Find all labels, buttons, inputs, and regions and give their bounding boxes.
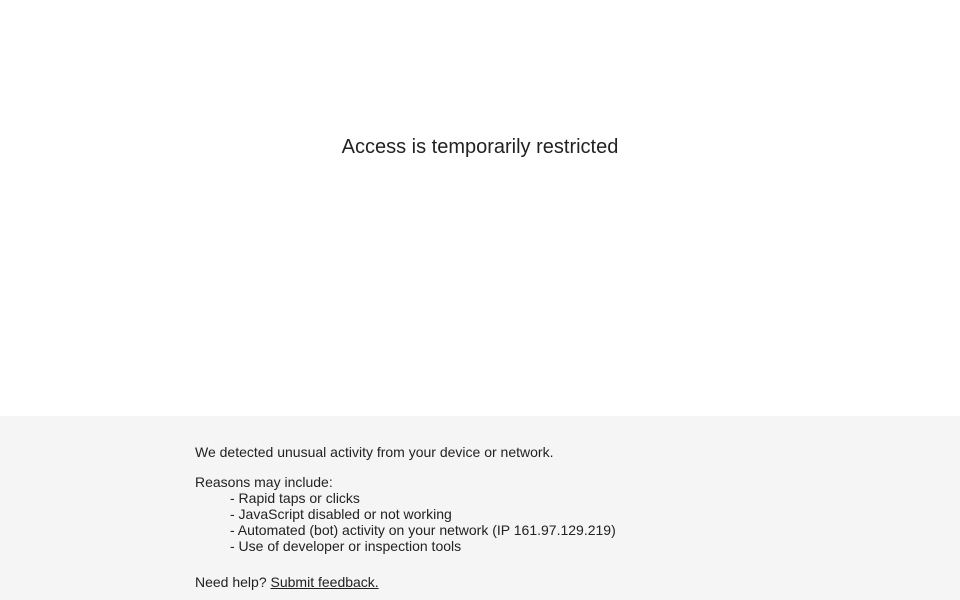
reasons-list bbox=[230, 490, 616, 554]
detection-message: We detected unusual activity from your device or network. bbox=[195, 444, 554, 460]
list-item: - Rapid taps or clicks bbox=[230, 490, 360, 506]
page-title: Access is temporarily restricted bbox=[341, 136, 619, 158]
reasons-title: Reasons may include: bbox=[195, 474, 333, 490]
help-line bbox=[195, 574, 379, 590]
submit-feedback-link[interactable]: Submit feedback. bbox=[270, 574, 379, 590]
list-item: - Automated (bot) activity on your network (IP 161.97.129.219) bbox=[230, 522, 616, 538]
details-panel bbox=[0, 416, 960, 600]
help-prefix: Need help? bbox=[195, 574, 267, 590]
list-item: - JavaScript disabled or not working bbox=[230, 506, 452, 522]
list-item: - Use of developer or inspection tools bbox=[230, 538, 462, 554]
